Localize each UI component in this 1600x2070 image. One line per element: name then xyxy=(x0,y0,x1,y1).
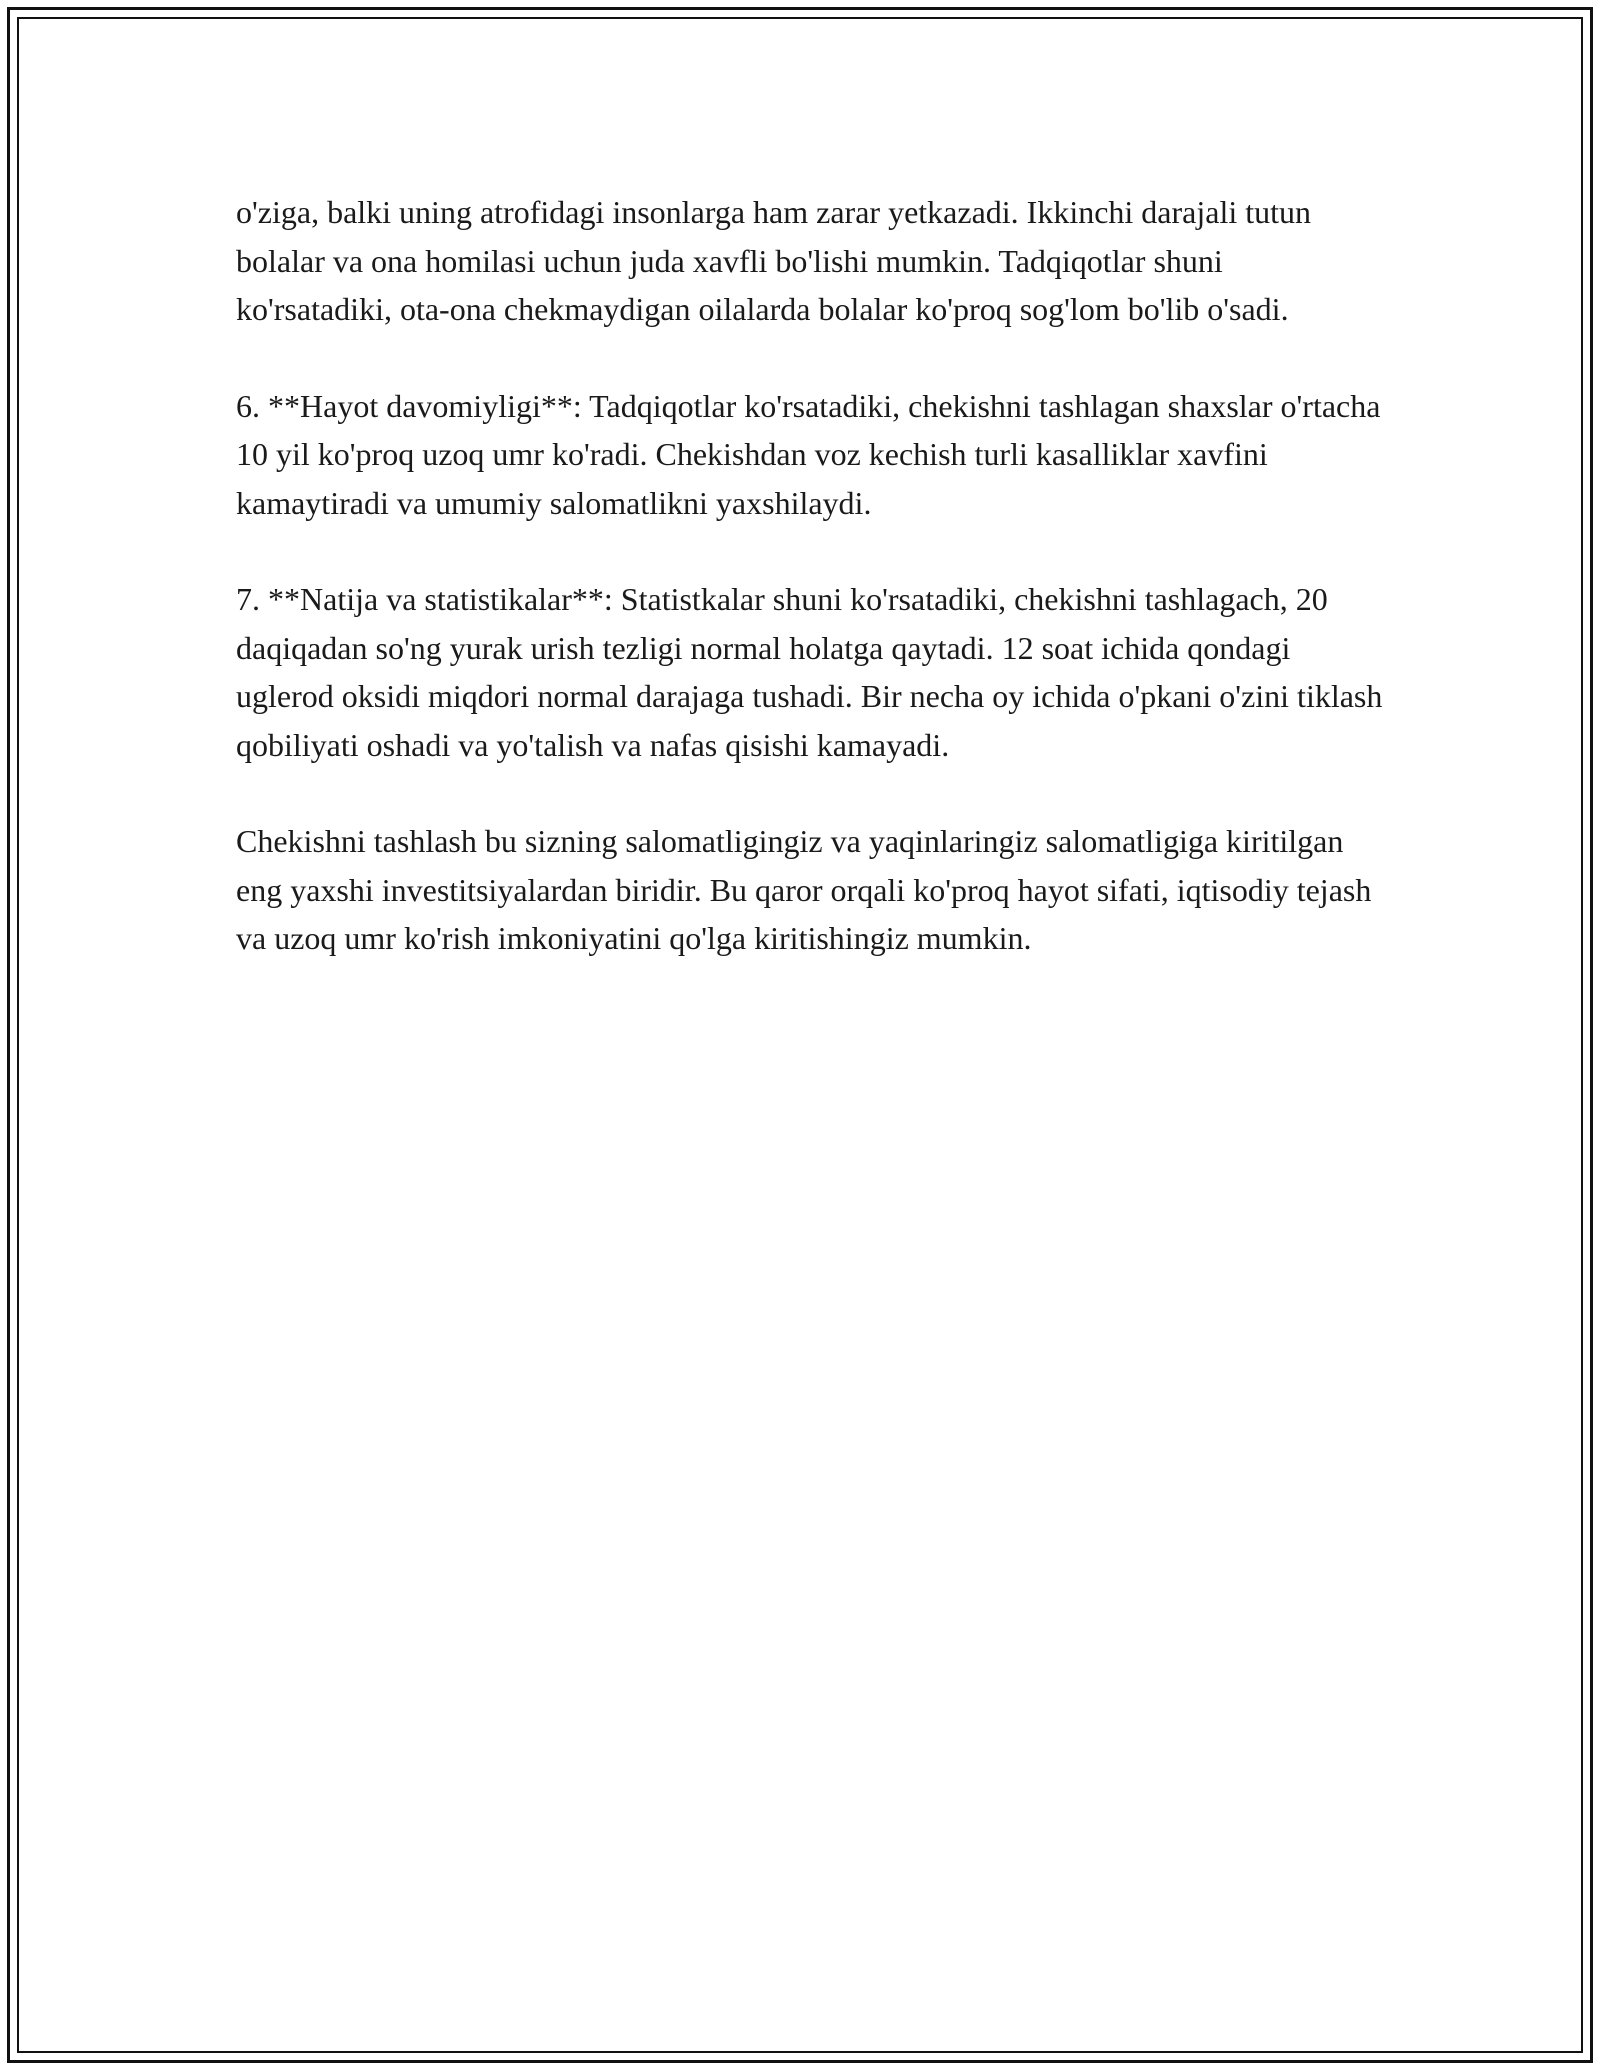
document-body xyxy=(236,188,1386,1011)
paragraph-conclusion: Chekishni tashlash bu sizning salomatligingiz va yaqinlaringiz salomatligiga kiritilgan eng yaxshi investitsiyalardan biridir. Bu qaror orqali ko'proq hayot sifati, iqtisodiy tejash va uzoq umr ko'rish imkoniyatini qo'lga kiritishingiz mumkin. xyxy=(236,823,1372,956)
paragraph-life-expectancy: 6. **Hayot davomiyligi**: Tadqiqotlar ko'rsatadiki, chekishni tashlagan shaxslar o'rtacha 10 yil ko'proq uzoq umr ko'radi. Chekishdan voz kechish turli kasalliklar xavfini kamaytiradi va umumiy salomatlikni yaxshilaydi. xyxy=(236,387,1381,521)
paragraph-results-statistics: 7. **Natija va statistikalar**: Statistkalar shuni ko'rsatadiki, chekishni tashlagach, 20 daqiqadan so'ng yurak urish tezligi normal holatga qaytadi. 12 soat ichida qondagi uglerod oksidi miqdori normal darajaga tushadi. Bir necha oy ichida o'pkani o'zini tiklash qobiliyati oshadi va yo'talish va nafas qisishi kamayadi. xyxy=(236,581,1383,763)
paragraph-secondhand-smoke: o'ziga, balki uning atrofidagi insonlarga ham zarar yetkazadi. Ikkinchi darajali tutun bolalar va ona homilasi uchun juda xavfli bo'lishi mumkin. Tadqiqotlar shuni ko'rsatadiki, ota-ona chekmaydigan oilalarda bolalar ko'proq sog'lom bo'lib o'sadi. xyxy=(236,194,1312,327)
